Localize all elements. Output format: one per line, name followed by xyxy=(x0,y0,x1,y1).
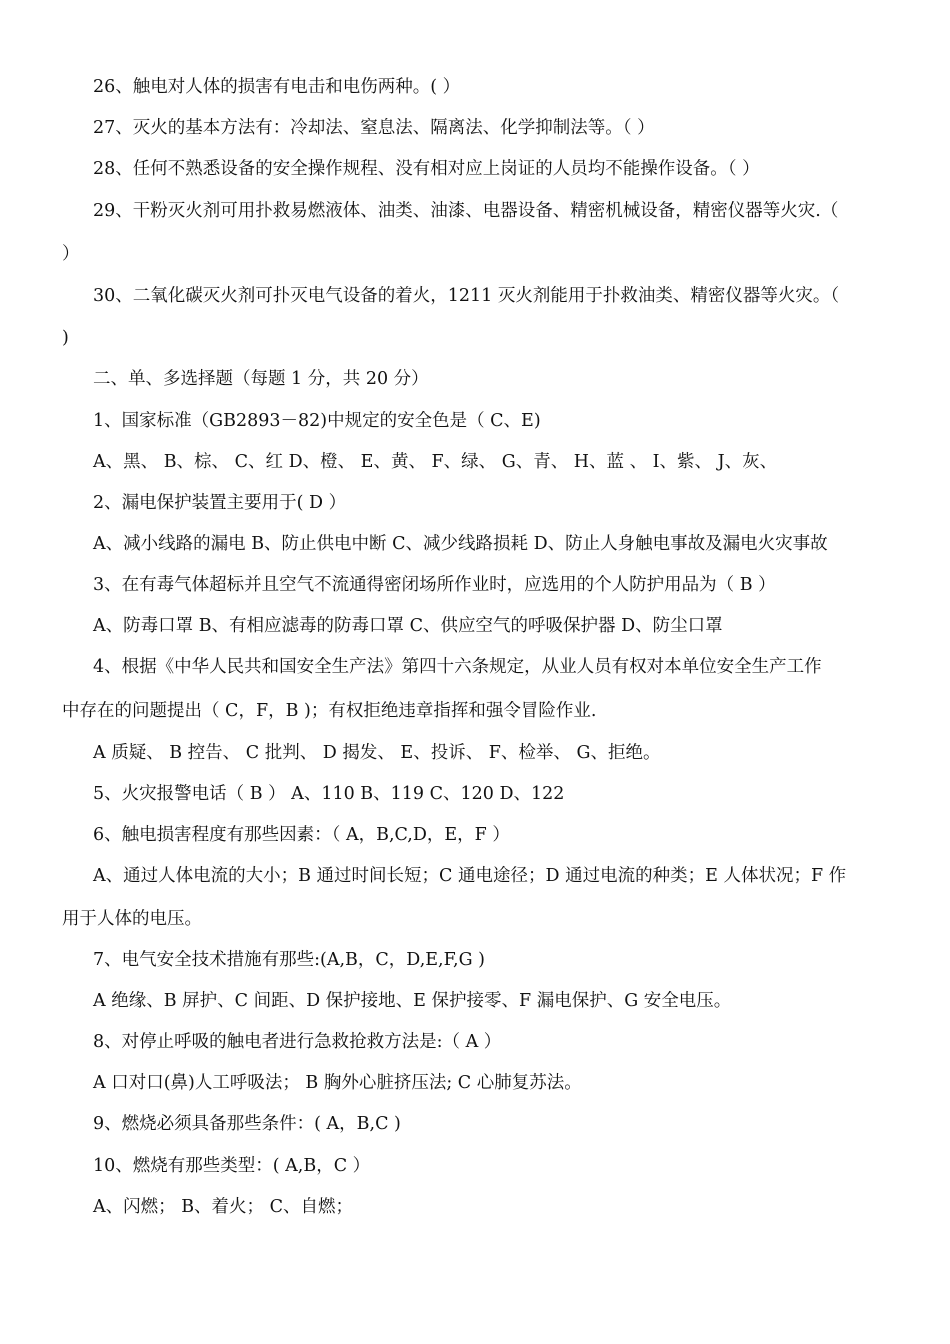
mc-question-4: 4、根据《中华人民共和国安全生产法》第四十六条规定，从业人员有权对本单位安全生产工作 xyxy=(93,657,822,677)
mc-question-10-options: A、闪燃； B、着火； C、自燃； xyxy=(93,1197,354,1217)
section-heading: 二、单、多选择题（每题 1 分，共 20 分） xyxy=(93,369,429,389)
mc-question-5: 5、火灾报警电话（ B ） A、110 B、119 C、120 D、122 xyxy=(93,784,565,804)
mc-question-2: 2、漏电保护装置主要用于( D ） xyxy=(93,493,347,513)
mc-question-10: 10、燃烧有那些类型：( A,B，C ） xyxy=(93,1156,371,1176)
mc-question-7-options: A 绝缘、B 屏护、C 间距、D 保护接地、E 保护接零、F 漏电保护、G 安全电压。 xyxy=(93,991,732,1011)
mc-question-4-options: A 质疑、 B 控告、 C 批判、 D 揭发、 E、投诉、 F、检举、 G、拒绝。 xyxy=(93,743,661,763)
question-26: 26、触电对人体的损害有电击和电伤两种。( ） xyxy=(93,77,461,97)
mc-question-7: 7、电气安全技术措施有那些:(A,B，C，D,E,F,G ) xyxy=(93,950,485,970)
mc-question-6-options: A、通过人体电流的大小；B 通过时间长短；C 通电途径；D 通过电流的种类；E 人体状况；F 作 xyxy=(93,866,847,886)
mc-question-4-continued: 中存在的问题提出（ C，F，B )；有权拒绝违章指挥和强令冒险作业. xyxy=(62,701,597,721)
question-30: 30、二氧化碳灭火剂可扑灭电气设备的着火，1211 灭火剂能用于扑救油类、精密仪器等火灾。（ xyxy=(93,286,840,306)
mc-question-8: 8、对停止呼吸的触电者进行急救抢救方法是:（ A ） xyxy=(93,1032,502,1052)
question-30-continued: ) xyxy=(62,328,69,348)
mc-question-6-options-continued: 用于人体的电压。 xyxy=(62,909,202,929)
question-28: 28、任何不熟悉设备的安全操作规程、没有相对应上岗证的人员均不能操作设备。（ ） xyxy=(93,159,760,179)
mc-question-6: 6、触电损害程度有那些因素：（ A，B,C,D，E，F ） xyxy=(93,825,510,845)
mc-question-8-options: A 口对口(鼻)人工呼吸法； B 胸外心脏挤压法; C 心肺复苏法。 xyxy=(93,1073,582,1093)
mc-question-1-options: A、黑、 B、棕、 C、红 D、橙、 E、黄、 F、绿、 G、青、 H、蓝 、 I、紫、 J、灰、 xyxy=(93,452,778,472)
mc-question-3: 3、在有毒气体超标并且空气不流通得密闭场所作业时，应选用的个人防护用品为（ B ） xyxy=(93,575,776,595)
mc-question-2-options: A、减小线路的漏电 B、防止供电中断 C、减少线路损耗 D、防止人身触电事故及漏电火灾事故 xyxy=(93,534,828,554)
question-27: 27、灭火的基本方法有：冷却法、窒息法、隔离法、化学抑制法等。（ ） xyxy=(93,118,655,138)
question-29-continued: ） xyxy=(62,244,80,264)
question-29: 29、干粉灭火剂可用扑救易燃液体、油类、油漆、电器设备、精密机械设备，精密仪器等火灾.（ xyxy=(93,201,839,221)
mc-question-1: 1、国家标准（GB2893－82)中规定的安全色是（ C、E) xyxy=(93,411,541,431)
mc-question-3-options: A、防毒口罩 B、有相应滤毒的防毒口罩 C、供应空气的呼吸保护器 D、防尘口罩 xyxy=(93,616,723,636)
mc-question-9: 9、燃烧必须具备那些条件：( A，B,C ) xyxy=(93,1114,401,1134)
